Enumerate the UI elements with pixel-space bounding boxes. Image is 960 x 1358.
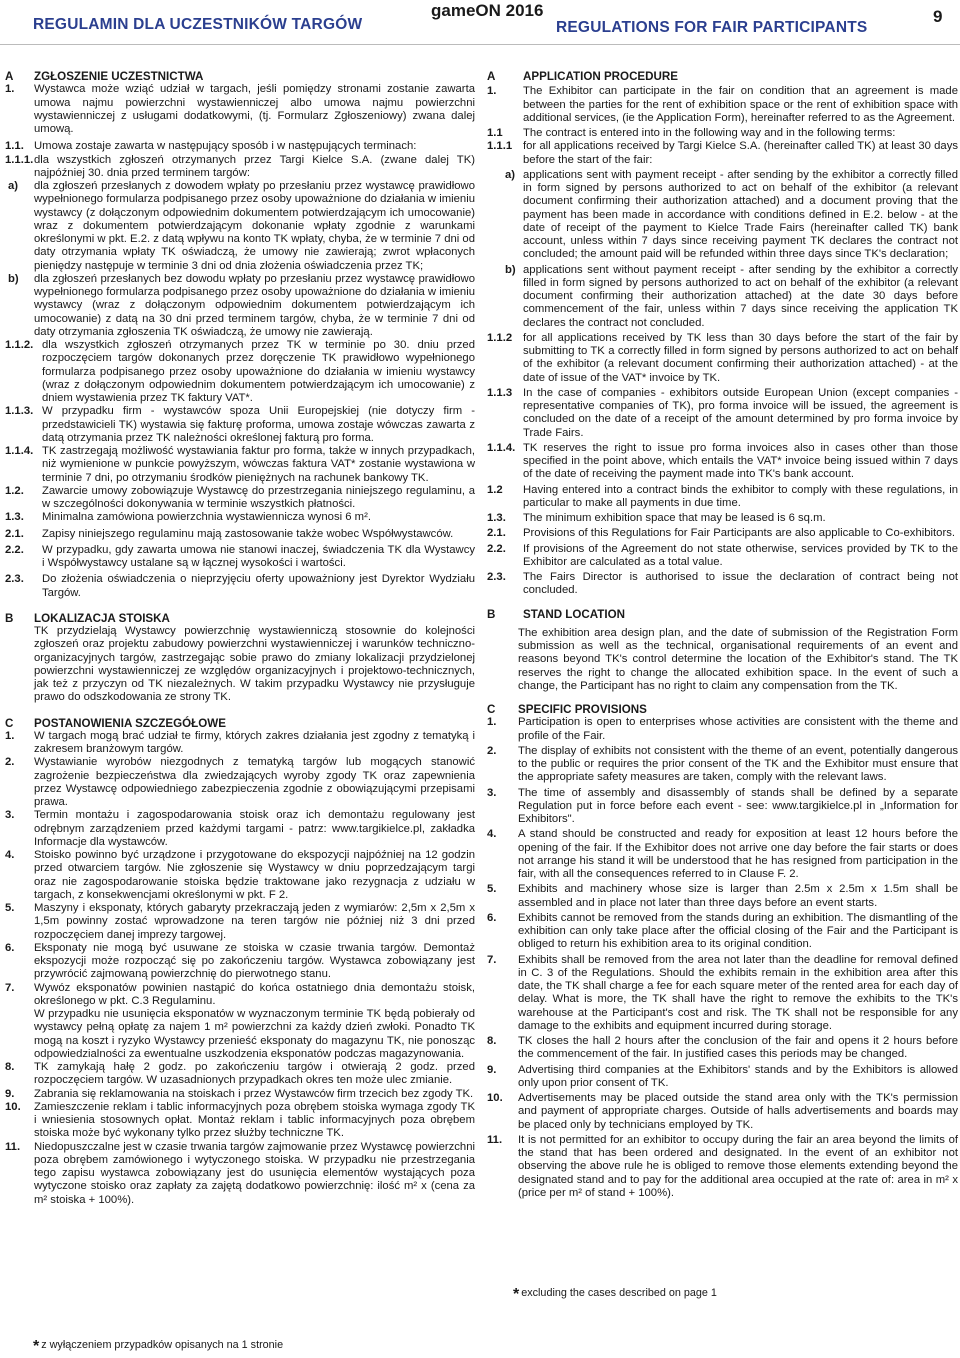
section-heading [5,70,475,83]
clause [487,442,958,482]
section-heading [487,70,958,83]
clause-text: W targach mogą brać udział te firmy, których zakres działania jest zgodny z tematyką i zakresem branżowym targów. [34,729,475,755]
clause-number: 3. [487,786,497,799]
clause-text: The display of exhibits not consistent with the theme of an event, potentially dangerous to the public or requires the prior consent of the TK and the Exhibitor must ensure that the appropriate safety measures are taken, comply with the relevant laws. [518,744,958,784]
clause-text: Exhibits shall be removed from the area not later than the deadline for removal defined in C. 3 of the Regulations. Should the exhibits remain in the exhibition area after this date, the TK shall charge a fee for each square meter of the rented area for each day of delay. What is more, the TK shall have the right to remove the exhibits to the TK's warehouse at the Participant's cost and risk. The TK shall not be responsible for any damage to the exhibits and equipment incurred during storage. [518,953,958,1032]
clause-text: Zapisy niniejszego regulaminu mają zastosowanie także wobec Współwystawców. [42,527,454,540]
clause-text: The exhibition area design plan, and the date of submission of the Registration Form submission as well as the technical, organisational requirements of an event and reasons beyond TK's control determine the location of the Exhibitor's stand. The TK reserves the right to change the allocated exhibition space. In the event of such a change, the Participant has no right to claim any compensation from the TK. [518,626,958,692]
clause-text: Wywóz eksponatów powinien nastąpić do końca ostatniego dnia demontażu stoisk, określonego w pkt. C.3 Regulaminu. [34,981,475,1007]
clause-text: It is not permitted for an exhibitor to occupy during the fair an area beyond the limits of the stand that has been ordered and designated. In the event of an exhibitor not observing the above rule he is obliged to remove those elements extending beyond the designated stand and to pay for the additional area occupied at the rate of: area in m² x (price per m² of stand + 100%). [518,1133,958,1199]
section-heading [5,612,475,625]
clause [5,273,475,339]
clause [5,180,475,273]
clause-number: 3. [5,809,15,822]
clause-text: dla wszystkich zgłoszeń otrzymanych przez TK w terminie po 30. dniu przed rozpoczęciem targów dokonanych przez doręczenie TK prawidłowo wypełnionego formularza podpisanego przez osoby upoważnione do działania w imieniu wystawcy (wraz z dołączonym odpowiednim dokumentem potwierdzającym ich umocowanie) z dniem wystawienia przez TK faktury VAT*. [42,339,475,404]
clause-number: 2.3. [487,571,506,583]
section-heading [487,608,958,621]
clause-text: for all applications received by Targi Kielce S.A. (hereinafter called TK) at least 30 days before the start of the fair: [523,140,958,166]
footnote-star: * [513,1286,520,1303]
footnote-star: * [33,1338,40,1355]
clause-number: 7. [487,953,497,966]
clause [5,339,475,405]
page-header [0,0,960,46]
clause [5,982,475,1009]
clause [5,756,475,809]
clause [5,1101,475,1141]
clause [5,140,475,153]
clause [5,405,475,445]
clause-text: Provisions of this Regulations for Fair Participants are also applicable to Co-exhibitors. [523,527,955,540]
clause-number: 4. [487,828,497,841]
clause-number: 1.3. [5,511,24,524]
section-heading [5,717,475,730]
clause-number: 8. [487,1035,497,1047]
clause-number: 1.1.4. [5,445,34,457]
clause-number: b) [505,263,516,276]
clause [487,512,958,525]
clause-number: 2.2. [5,543,24,556]
clause [5,730,475,757]
clause-number: A [487,70,496,83]
clause-number: 1.2 [487,483,503,496]
clause [487,954,958,1034]
clause-text: If provisions of the Agreement do not state otherwise, services provided by TK to the Exhibitor are calculated as a total value. [523,542,958,568]
section-title: STAND LOCATION [523,607,625,621]
clause-text: Advertisements may be placed outside the stand area only with the TK's permission and payment of appropriate charges. Outside of halls advertisements and boards may be placed only by technicians employed by TK. [518,1092,958,1131]
header-left-title: REGULAMIN DLA UCZESTNIKÓW TARGÓW [33,16,363,33]
clause-text: for all applications received by TK less than 30 days before the start of the fair by submitting to TK a correctly filled in form signed by persons authorized to act on behalf of the exhibitor (a relevant document confirming their authorization attached) - at the date of issue of the VAT* invoice by TK. [523,331,958,384]
clause-number: 1. [5,83,15,96]
clause [487,387,958,440]
clause-text: TK reserves the right to issue pro forma invoices also in cases other than those specified in the point above, which entails the VAT* invoice being issued within 7 days of the date of receiving the payment made into TK's bank account. [523,441,958,481]
clause-number: 9. [5,1087,15,1100]
clause-text: TK zastrzegają możliwość wystawiania faktur pro forma, także w innych przypadkach, niż wymienione w punkcie powyższym, wówczas faktura VAT* zostanie wystawiona w terminie 7 dni, po otrzymaniu środków pieniężnych na rachunek bankowy TK. [42,445,475,484]
english-column [487,70,958,1200]
clause-text: W przypadku, gdy zawarta umowa nie stanowi inaczej, świadczenia TK dla Wystawcy i Współwystawcy ustalane są w łącznej wysokości i wartości. [42,543,475,569]
footnote-english: * excluding the cases described on page 1 [513,1286,717,1303]
clause-number: 6. [5,941,15,954]
clause-text: Zawarcie umowy zobowiązuje Wystawcę do przestrzegania niniejszego regulaminu, a w szczególności dokonywania w terminie wszystkich płatności. [42,484,475,510]
clause [487,527,958,540]
clause [5,1008,475,1061]
clause-number: 1.3. [487,512,506,524]
clause [5,1088,475,1101]
clause-text: The contract is entered into in the following way and in the following terms: [523,127,896,139]
clause [5,809,475,849]
clause-number: 1.1.1 [487,140,513,153]
clause-text: TK przydzielają Wystawcy powierzchnię wystawienniczą stosownie do kolejności zgłoszeń oraz projektu zabudowy powierzchni wystawienniczej i warunków techniczno-organizacyjnych targów, zastrzegając sobie prawo do zmiany lokalizacji przydzielonej powierzchni wystawienniczej ze względów organizacyjnych i projektowo-technicznych, jak też z przyczyn od TK niezależnych. W takim przypadku Wystawcy nie przysługuje prawo do odszkodowania ze strony TK. [34,625,475,704]
clause [487,828,958,881]
clause [487,332,958,385]
clause [487,716,958,743]
clause [487,1064,958,1091]
clause-text: W przypadku nie usunięcia eksponatów w wyznaczonym terminie TK będą pobierały od wystawcy pełną opłatę za najem 1 m² powierzchni za każdy dzień zwłoki. Ponadto TK mogą na koszt i ryzyko Wystawcy przenieść eksponaty do magazynu TK, nie ponosząc odpowiedzialności za ewentualne uszkodzenia eksponatów podczas magazynowania. [34,1008,475,1060]
clause-text: Umowa zostaje zawarta w następujący sposób i w następujących terminach: [34,140,417,153]
clause [5,83,475,136]
clause-text: Stoisko powinno być urządzone i przygotowane do ekspozycji najpóźniej na 12 godzin przed otwarciem targów. Nie zgłoszenie się Wystawcy w dniu poprzedzającym targi oraz nie zagospodarowanie stoiska będzie traktowane jako rezygnacja z udziału w targach, z konsekwencjami określonymi w pkt. F 2. [34,849,475,901]
clause [5,1061,475,1088]
clause-number: C [487,703,496,716]
clause-text: The Fairs Director is authorised to issue the declaration of contract being not concluded. [523,571,958,597]
clause-text: dla zgłoszeń przesłanych bez dowodu wpłaty po przesłaniu przez wystawcę prawidłowo wypełnionego formularza podpisanego przez osoby upoważnione do działania w imieniu wystawcy (wraz z dołączonym odpowiednim dokumentem potwierdzającym ich umocowanie) z datą na 30 dni przed terminem targów, chyba, że w terminie 7 dni od daty otrzymania zgłoszenia TK oświadczą, że umowy nie zawierają. [34,272,475,338]
clause-text: TK zamykają hałę 2 godz. po zakończeniu targów i otwierają 2 godz. przed rozpoczęciem targów. W uzasadnionych przypadkach okres ten może ulec zmianie. [34,1061,475,1087]
clause [487,1134,958,1200]
clause-number: 1. [487,716,497,729]
clause-number: 2.2. [487,542,506,555]
clause [5,544,475,571]
section-title: LOKALIZACJA STOISKA [34,611,170,625]
clause-number: 2. [487,744,497,757]
clause [487,264,958,330]
clause [5,942,475,982]
clause [5,485,475,512]
clause [487,571,958,598]
clause [487,85,958,125]
clause-number: b) [8,272,19,285]
clause-number: 2.3. [5,573,24,586]
section-title: ZGŁOSZENIE UCZESTNICTWA [34,70,204,83]
clause-number: 11. [487,1133,503,1146]
clause-text: Exhibits and machinery whose size is larger than 2.5m x 2.5m x 1.5m shall be assembled and in place not later than three days before an event starts. [518,883,958,909]
clause [5,902,475,942]
clause-number: 5. [487,883,497,896]
clause-text: applications sent with payment receipt - after sending by the exhibitor a correctly filled in form signed by persons authorized to act on behalf of the exhibitor (a relevant document confirming their authorization attached) and a document proving that the payment has been made in accordance with conditions defined in E.2. below - at the date of receipt of the payment to Kielce Trade Fairs (hereinafter called TK) bank account, unless within 7 days since receiving payment TK declares the contract not concluded; the amount paid will be refunded within three days since TK's declaration; [523,168,958,261]
clause [487,627,958,693]
clause [5,445,475,485]
clause-number: 2. [5,756,15,769]
clause-text: Minimalna zamówiona powierzchnia wystawiennicza wynosi 6 m². [42,511,371,524]
clause-number: 6. [487,911,497,924]
clause-number: 4. [5,849,15,861]
clause [5,625,475,705]
clause [5,528,475,541]
clause [5,511,475,524]
clause-text: Eksponaty nie mogą być usuwane ze stoiska w czasie trwania targów. Demontaż ekspozycji może rozpocząć się po zakończeniu targów. Wystawca zobowiązany jest przywrócić zajmowaną powierzchnię do pierwotnego stanu. [34,941,475,981]
clause-number: 9. [487,1063,497,1076]
clause [5,1141,475,1207]
clause-text: Advertising third companies at the Exhibitors' stands and by the Exhibitors is allowed only upon prior consent of TK. [518,1063,958,1089]
clause-number: 1.1.1. [5,153,34,166]
clause [5,849,475,902]
clause-text: Maszyny i eksponaty, których gabaryty przekraczają jeden z wymiarów: 2,5m x 2,5m x 1,5m powinny zostać wprowadzone na teren targów nie później niż 3 dni przed rozpoczęciem danej imprezy targowej. [34,902,475,941]
clause-text: The time of assembly and disassembly of stands shall be defined by a separate Regulation put in force before each event - see: www.targikielce.pl in „Information for Exhibitors". [518,786,958,825]
clause [487,140,958,167]
header-divider [0,44,960,45]
clause-text: applications sent without payment receipt - after sending by the exhibitor a correctly filled in form signed by persons authorized to act on behalf of the exhibitor (a relevant document confirming their authorization attached) at the date 30 days before commencement of the fair, unless within 7 days since receiving the application TK declares the contract not concluded. [523,263,958,329]
clause-number: 1. [5,729,15,742]
clause [487,127,958,140]
header-center-title: gameON 2016 [431,1,544,20]
section-title: APPLICATION PROCEDURE [523,70,679,83]
clause-text: W przypadku firm - wystawców spoza Unii Europejskiej (nie dotyczy firm - przedstawicieli TK) wystawia się fakturę proforma, umowa zostaje wówczas zawarta z datą otrzymania przez TK należności określonej fakturą pro forma. [42,405,475,444]
clause-text: The Exhibitor can participate in the fair on condition that an agreement is made between the parties for the rent of exhibition space or the rent of exhibition space with additional services, (ie the Application Form), hereinafter referred to as the Agreement. [523,85,958,124]
clause-text: Do złożenia oświadczenia o nieprzyjęciu oferty upoważniony jest Dyrektor Wydziału Targów. [42,573,475,599]
clause-number: B [487,607,496,621]
clause-text: TK closes the hall 2 hours after the conclusion of the fair and opens it 2 hours before the commencement of the fair. In justified cases this periods may be changed. [518,1035,958,1061]
section-title: SPECIFIC PROVISIONS [518,703,647,716]
clause-text: Wystawianie wyrobów niezgodnych z tematyką targów lub mogących stanowić zagrożenie bezpieczeństwa dla zwiedzających wyroby zgody TK oraz zapewnienia przez Wystawcę odpowiedniego zabezpieczenia zgodnie z obowiązującymi przepisami prawa. [34,756,475,808]
clause-number: B [5,611,14,625]
clause-number: 8. [5,1061,15,1073]
clause [487,543,958,570]
clause-number: 2.1. [487,527,506,540]
clause-number: 1.1.2. [5,339,34,351]
page-number: 9 [933,7,943,26]
clause-text: Termin montażu i zagospodarowania stoisk oraz ich demontażu regulowany jest odrębnym zarządzeniem przed każdymi targami - patrz: www.targikielce.pl, zakładka Informacje dla wystawców. [34,809,475,848]
clause-number: C [5,716,14,730]
clause-number: a) [505,168,516,181]
clause-number: 1.1 [487,127,503,139]
clause [487,169,958,262]
clause-number: 11. [5,1140,21,1153]
clause [487,745,958,785]
clause [5,573,475,600]
clause-number: 7. [5,981,15,994]
clause-number: 1.2. [5,484,24,497]
footnote-polish: * z wyłączeniem przypadków opisanych na 1 stronie [33,1338,284,1355]
clause-number: 5. [5,902,15,914]
clause-text: dla zgłoszeń przesłanych z dowodem wpłaty po przesłaniu przez wystawcę prawidłowo wypełnionego formularza podpisanego przez osoby upoważnione do działania w imieniu wystawcy (z dołączonym odpowiednim dokumentem potwierdzającym ich umocowanie) wraz z dokumentem potwierdzającym dokonanie wpłaty zgodnie z warunkami określonymi w pkt. E.2. z datą wpływu na konto TK wpłaty, chyba, że w terminie 7 dni od daty otrzymania wpłaty TK oświadczą, że umowy nie zawierają; zwrot wpłaconych pieniędzy następuje w terminie 3 dni od dnia złożenia oświadczenia przez TK; [34,180,475,272]
clause-text: Having entered into a contract binds the exhibitor to comply with these regulations, in particular to make all payments in due time. [523,483,958,509]
clause-text: Wystawca może wziąć udział w targach, jeśli pomiędzy stronami zostanie zawarta umowa najmu powierzchni wystawienniczej albo umowa najmu powierzchni wystawienniczej z usługami dodatkowymi, (tj. Formularz Zgłoszeniowy) zwana dalej umową. [34,83,475,135]
clause-number: 1. [487,85,497,98]
clause-number: 1.1. [5,140,24,153]
clause-number: A [5,70,14,83]
clause-text: The minimum exhibition space that may be leased is 6 sq.m. [523,512,826,524]
clause-number: 1.1.4. [487,441,516,454]
clause-number: 10. [487,1092,503,1104]
clause-text: Niedopuszczalne jest w czasie trwania targów zajmowanie przez Wystawcę powierzchni poza obrębem zamówionego i wytyczonego stoiska. W przypadku nie przestrzegania tego zapisu wystawca zobowiązany jest do usunięcia elementów wystających poza wytyczone stoisko oraz zapłaty za zajętą dodatkowo powierzchnię: ilość m² x (cena za m² stoiska + 100%). [34,1140,475,1206]
clause-text: Zabrania się reklamowania na stoiskach i przez Wystawców firm trzecich bez zgody TK. [34,1087,474,1100]
clause-text: Participation is open to enterprises whose activities are consistent with the theme and profile of the Fair. [518,716,958,742]
clause [487,1092,958,1132]
clause [487,912,958,952]
clause-number: 1.1.3 [487,386,513,399]
clause-number: 10. [5,1100,21,1113]
clause [487,484,958,511]
section-title: POSTANOWIENIA SZCZEGÓŁOWE [34,716,226,730]
clause-text: Exhibits cannot be removed from the stands during an exhibition. The dismantling of the exhibition can only take place after the official closing of the Fair and the Participant is obliged to return his exhibition area to its original condition. [518,911,958,951]
clause-text: In the case of companies - exhibitors outside European Union (except companies - representative companies of TK), pro forma invoice will be issued, the agreement is concluded on the date of a receipt of the amount determined by pro forma invoice by Trade Fairs. [523,386,958,439]
clause [487,883,958,910]
clause-number: 1.1.3. [5,405,34,418]
clause [5,154,475,181]
clause-text: Zamieszczenie reklam i tablic informacyjnych poza obrębem stoiska wymaga zgody TK i wniesienia stosownych opłat. Montaż reklam i tablic informacyjnych poza obrębem stoiska może być wykonany tylko przez służby techniczne TK. [34,1100,475,1140]
clause-number: a) [8,180,19,192]
clause [487,787,958,827]
polish-column [5,70,475,1207]
clause-number: 1.1.2 [487,331,513,344]
clause-text: dla wszystkich zgłoszeń otrzymanych przez Targi Kielce S.A. (zwane dalej TK) najpóźniej 30. dnia przed terminem targów: [34,153,475,179]
header-right-title: REGULATIONS FOR FAIR PARTICIPANTS [556,19,868,36]
clause-number: 2.1. [5,527,24,540]
clause-text: A stand should be constructed and ready for exposition at least 12 hours before the opening of the fair. If the Exhibitor does not arrive one day before the fair starts or does not arrange his stand it will be understood that he has resigned from participation in the fair, with all the consequences referred to in Clause F. 2. [518,828,958,880]
section-heading [487,703,958,716]
clause [487,1035,958,1062]
